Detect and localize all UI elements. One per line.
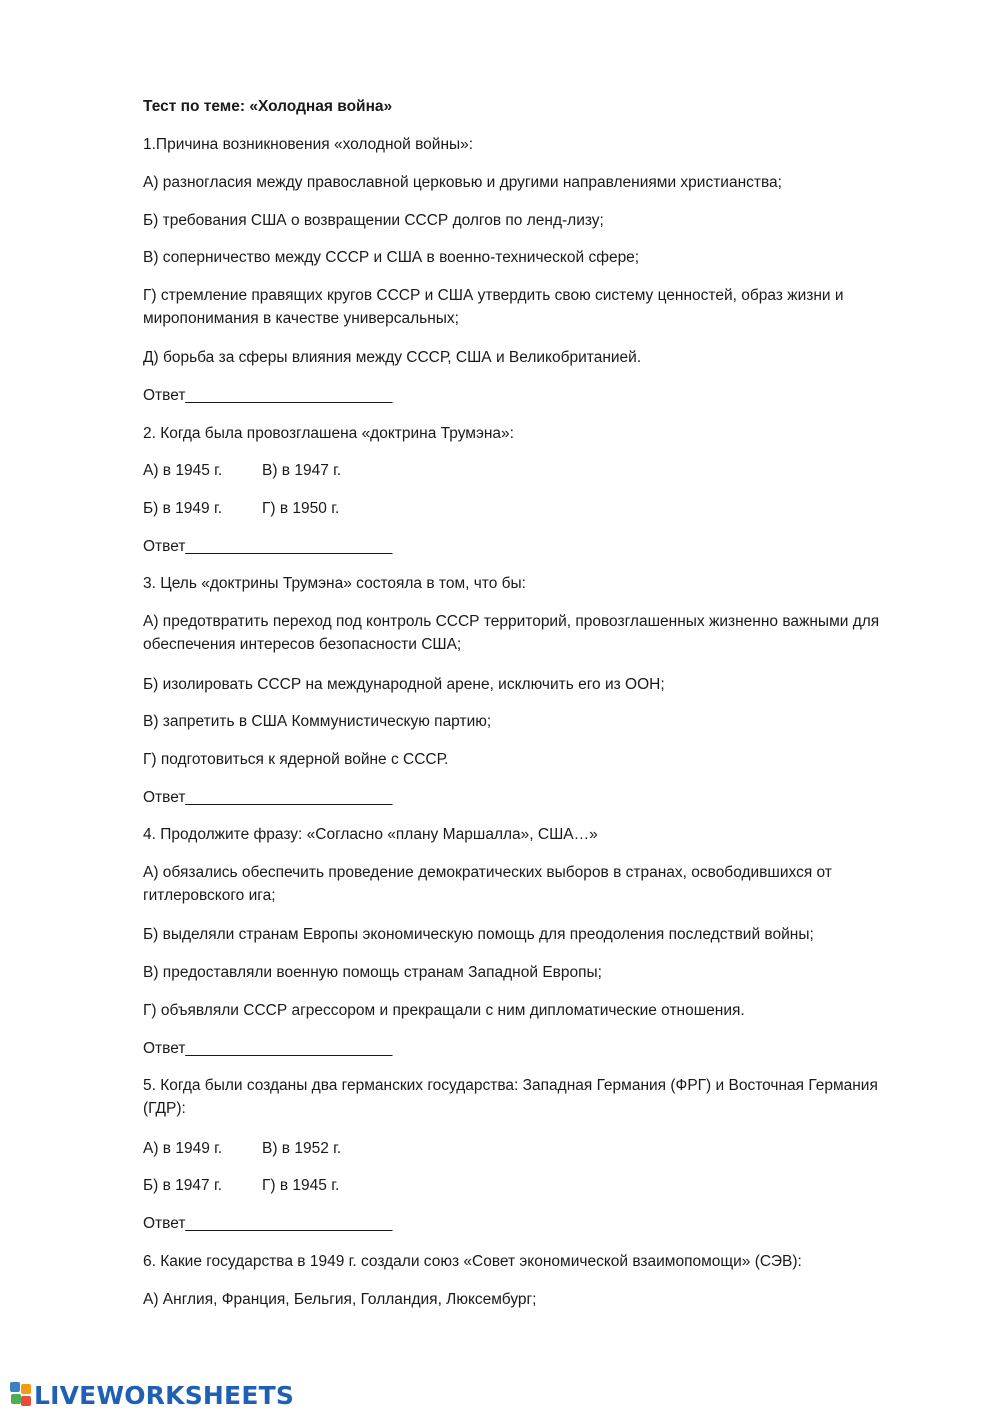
question-5-options-row-2 bbox=[143, 1174, 933, 1197]
question-4-option-g: Г) объявляли СССР агрессором и прекращали с ним дипломатические отношения. bbox=[143, 1002, 745, 1019]
question-2-option-v: В) в 1947 г. bbox=[262, 462, 342, 479]
logo-cube-1 bbox=[10, 1382, 20, 1392]
logo-cube-3 bbox=[11, 1394, 21, 1404]
question-2-options-row-1 bbox=[143, 459, 933, 482]
question-3-answer[interactable]: Ответ________________________ bbox=[143, 789, 393, 806]
question-5-answer[interactable]: Ответ________________________ bbox=[143, 1215, 393, 1232]
question-2-option-a: А) в 1945 г. bbox=[143, 462, 223, 479]
question-1-option-d: Д) борьба за сферы влияния между СССР, США и Великобританией. bbox=[143, 349, 642, 366]
question-2-text: 2. Когда была провозглашена «доктрина Трумэна»: bbox=[143, 425, 514, 442]
question-6-option-a: А) Англия, Франция, Бельгия, Голландия, Люксембург; bbox=[143, 1291, 537, 1308]
question-2-option-g: Г) в 1950 г. bbox=[262, 500, 340, 517]
logo-cubes-icon bbox=[10, 1382, 32, 1408]
logo-text: LIVEWORKSHEETS bbox=[34, 1380, 295, 1410]
question-4-option-a: А) обязались обеспечить проведение демократических выборов в странах, освободившихся от гитлеровского ига; bbox=[143, 864, 832, 904]
liveworksheets-logo[interactable] bbox=[10, 1380, 294, 1410]
question-4-text: 4. Продолжите фразу: «Согласно «плану Маршалла», США…» bbox=[143, 826, 598, 843]
question-3-option-g: Г) подготовиться к ядерной войне с СССР. bbox=[143, 751, 449, 768]
question-3-option-a: А) предотвратить переход под контроль СССР территорий, провозглашенных жизненно важными для обеспечения интересов безопасности США; bbox=[143, 613, 880, 653]
question-4-option-v: В) предоставляли военную помощь странам Западной Европы; bbox=[143, 964, 602, 981]
question-5-options-row-1 bbox=[143, 1137, 933, 1160]
question-4-answer[interactable]: Ответ________________________ bbox=[143, 1040, 393, 1057]
question-5-option-g: Г) в 1945 г. bbox=[262, 1177, 340, 1194]
page-title: Тест по теме: «Холодная война» bbox=[143, 98, 393, 115]
question-3-text: 3. Цель «доктрины Трумэна» состояла в том, что бы: bbox=[143, 575, 526, 592]
question-1-answer[interactable]: Ответ________________________ bbox=[143, 387, 393, 404]
question-4-option-b: Б) выделяли странам Европы экономическую помощь для преодоления последствий войны; bbox=[143, 926, 814, 943]
question-5-option-v: В) в 1952 г. bbox=[262, 1140, 342, 1157]
logo-cube-4 bbox=[21, 1396, 31, 1406]
question-5-text: 5. Когда были созданы два германских государства: Западная Германия (ФРГ) и Восточная Германия (ГДР): bbox=[143, 1077, 878, 1117]
question-3-option-b: Б) изолировать СССР на международной арене, исключить его из ООН; bbox=[143, 676, 665, 693]
question-6-text: 6. Какие государства в 1949 г. создали союз «Совет экономической взаимопомощи» (СЭВ): bbox=[143, 1253, 802, 1270]
question-1-option-b: Б) требования США о возвращении СССР долгов по ленд-лизу; bbox=[143, 212, 604, 229]
question-1-option-g: Г) стремление правящих кругов СССР и США утвердить свою систему ценностей, образ жизни и миропонимания в качестве универсальных; bbox=[143, 287, 844, 327]
question-1-option-v: В) соперничество между СССР и США в военно-технической сфере; bbox=[143, 249, 640, 266]
question-2-option-b: Б) в 1949 г. bbox=[143, 500, 223, 517]
question-5-option-b: Б) в 1947 г. bbox=[143, 1177, 223, 1194]
question-1-text: 1.Причина возникновения «холодной войны»: bbox=[143, 136, 474, 153]
question-5-option-a: А) в 1949 г. bbox=[143, 1140, 223, 1157]
question-1-option-a: А) разногласия между православной церковью и другими направлениями христианства; bbox=[143, 174, 782, 191]
question-3-option-v: В) запретить в США Коммунистическую партию; bbox=[143, 713, 492, 730]
logo-cube-2 bbox=[21, 1384, 31, 1394]
question-2-answer[interactable]: Ответ________________________ bbox=[143, 538, 393, 555]
question-2-options-row-2 bbox=[143, 497, 933, 520]
